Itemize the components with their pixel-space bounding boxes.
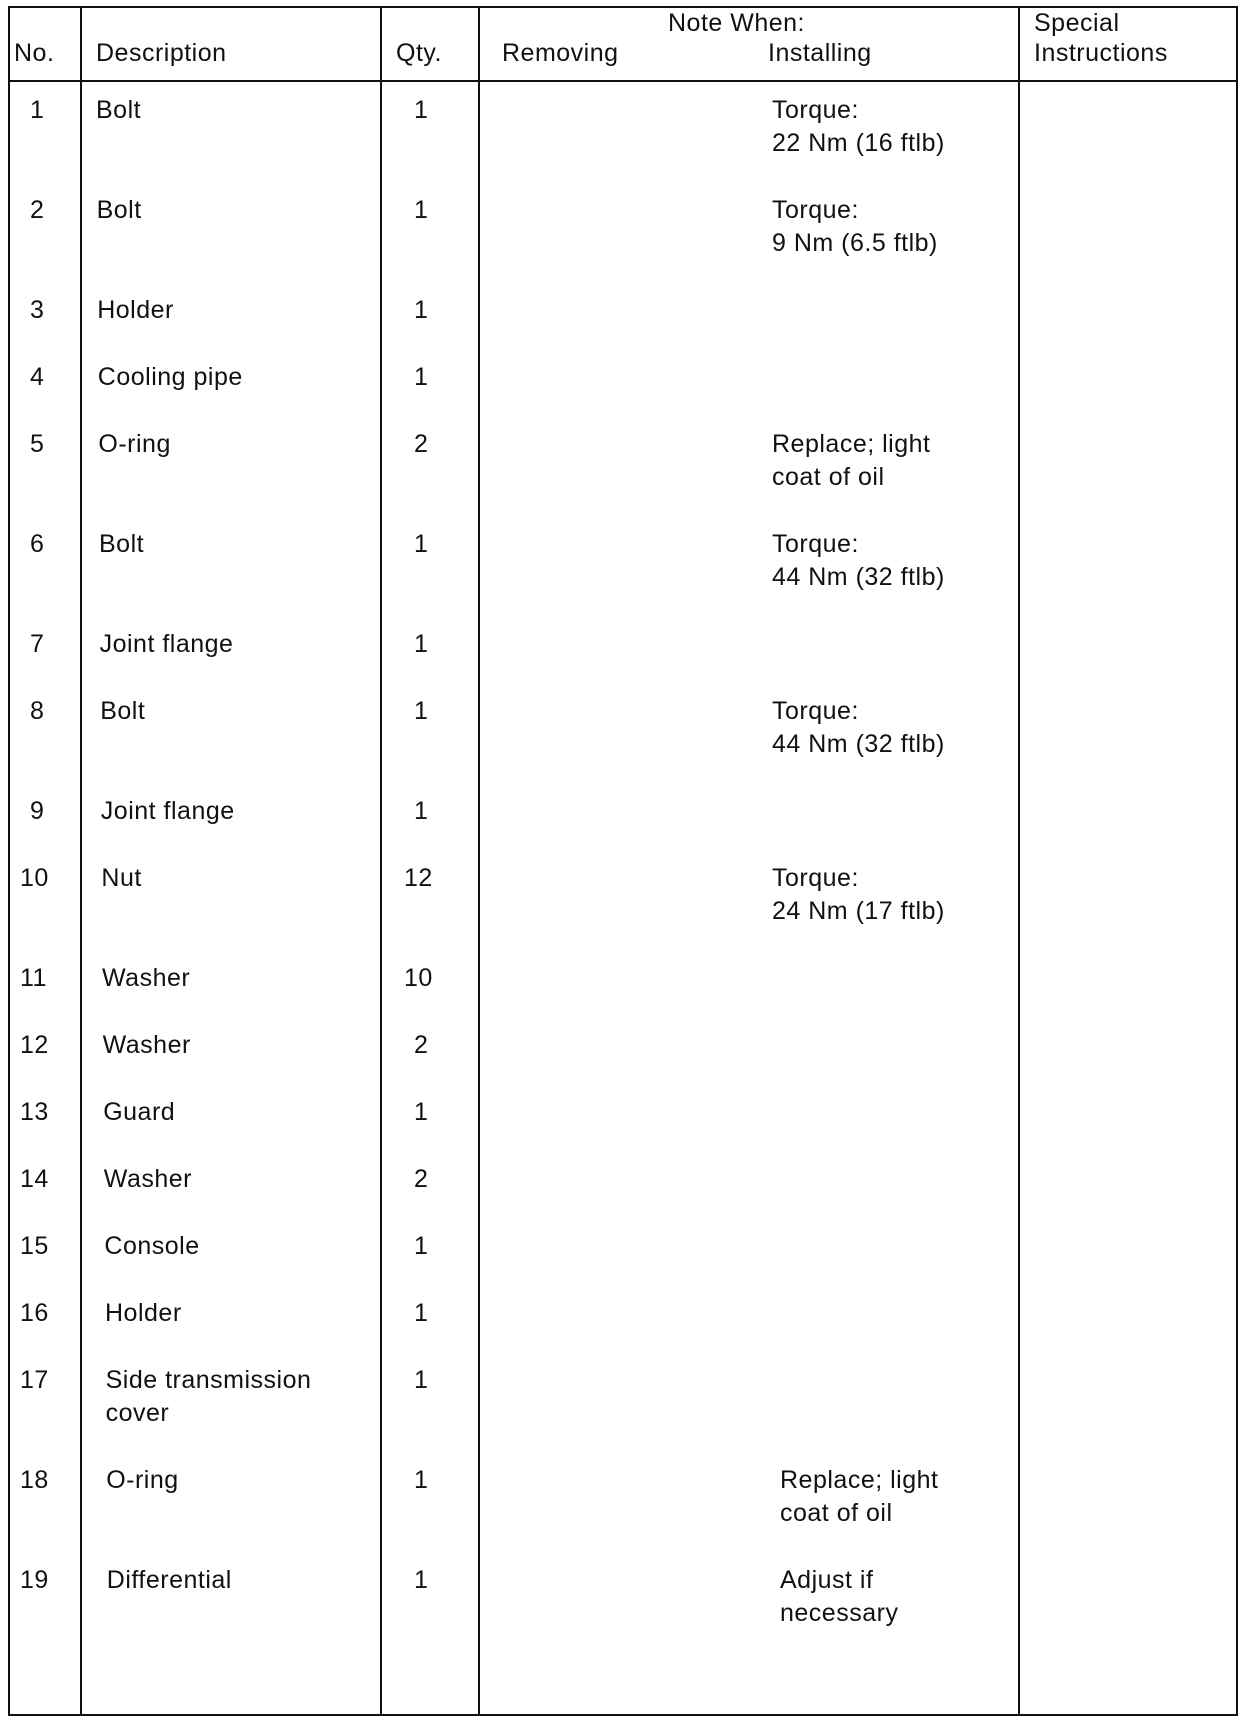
- row-installing-note: Adjust if: [780, 1566, 874, 1594]
- row-number: 19: [20, 1566, 49, 1594]
- row-description: Differential: [106, 1566, 232, 1594]
- row-installing-note: Torque:: [772, 864, 859, 892]
- header-note-when: Note When:: [668, 9, 806, 37]
- row-installing-note: 22 Nm (16 ftlb): [772, 129, 945, 157]
- col-divider-qty: [478, 6, 480, 1716]
- row-installing-note: 44 Nm (32 ftlb): [772, 563, 945, 591]
- row-description: Joint flange: [99, 630, 234, 658]
- row-description: Bolt: [96, 96, 142, 124]
- row-description: Bolt: [96, 196, 142, 224]
- row-description: Holder: [97, 296, 174, 324]
- row-installing-note: Replace; light: [780, 1466, 939, 1494]
- row-qty: 1: [414, 697, 429, 725]
- row-description: Guard: [103, 1098, 176, 1126]
- row-qty: 1: [414, 296, 429, 324]
- row-description: O-ring: [98, 430, 171, 458]
- row-qty: 2: [414, 1031, 429, 1059]
- row-installing-note: Torque:: [772, 530, 859, 558]
- row-number: 14: [20, 1165, 49, 1193]
- row-number: 4: [30, 363, 45, 391]
- row-description: Cooling pipe: [97, 363, 243, 391]
- row-qty: 1: [414, 797, 429, 825]
- row-number: 6: [30, 530, 45, 558]
- row-qty: 1: [414, 96, 429, 124]
- row-qty: 10: [404, 964, 433, 992]
- row-description: Holder: [105, 1299, 182, 1327]
- row-number: 9: [30, 797, 45, 825]
- row-description: Bolt: [99, 530, 145, 558]
- row-number: 12: [20, 1031, 49, 1059]
- row-qty: 2: [414, 430, 429, 458]
- row-qty: 1: [414, 363, 429, 391]
- col-divider-no: [80, 6, 82, 1716]
- row-number: 11: [20, 964, 47, 992]
- row-number: 3: [30, 296, 45, 324]
- header-qty: Qty.: [396, 39, 442, 67]
- row-number: 7: [30, 630, 45, 658]
- row-installing-note: coat of oil: [772, 463, 885, 491]
- row-qty: 1: [414, 530, 429, 558]
- row-number: 1: [30, 96, 45, 124]
- row-description: Washer: [102, 964, 191, 992]
- row-number: 8: [30, 697, 45, 725]
- row-number: 17: [20, 1366, 49, 1394]
- col-divider-note: [1018, 6, 1020, 1716]
- row-number: 16: [20, 1299, 49, 1327]
- row-qty: 1: [414, 1366, 429, 1394]
- row-number: 13: [20, 1098, 49, 1126]
- row-installing-note: coat of oil: [780, 1499, 893, 1527]
- row-description: O-ring: [106, 1466, 179, 1494]
- row-description: Side transmission: [105, 1366, 312, 1394]
- header-removing: Removing: [502, 39, 619, 67]
- row-qty: 2: [414, 1165, 429, 1193]
- header-special-line2: Instructions: [1034, 39, 1168, 67]
- row-qty: 1: [414, 1232, 429, 1260]
- row-number: 15: [20, 1232, 49, 1260]
- row-description: Washer: [103, 1165, 193, 1193]
- row-qty: 1: [414, 630, 429, 658]
- header-no: No.: [14, 39, 55, 67]
- row-number: 18: [20, 1466, 49, 1494]
- row-description: cover: [105, 1399, 170, 1427]
- row-installing-note: Torque:: [772, 196, 859, 224]
- parts-table: [8, 6, 1238, 1716]
- row-installing-note: 9 Nm (6.5 ftlb): [772, 229, 938, 257]
- header-installing: Installing: [768, 39, 872, 67]
- row-description: Nut: [101, 864, 142, 892]
- row-number: 10: [20, 864, 49, 892]
- row-installing-note: 24 Nm (17 ftlb): [772, 897, 945, 925]
- row-installing-note: Replace; light: [772, 430, 931, 458]
- row-number: 2: [30, 196, 45, 224]
- row-installing-note: Torque:: [772, 96, 859, 124]
- row-description: Joint flange: [100, 797, 235, 825]
- row-description: Washer: [102, 1031, 191, 1059]
- row-qty: 1: [414, 1566, 429, 1594]
- row-qty: 1: [414, 1466, 429, 1494]
- row-number: 5: [30, 430, 45, 458]
- row-description: Bolt: [100, 697, 146, 725]
- row-qty: 1: [414, 1299, 429, 1327]
- row-qty: 1: [414, 196, 429, 224]
- row-qty: 12: [404, 864, 433, 892]
- row-installing-note: Torque:: [772, 697, 859, 725]
- header-divider: [8, 80, 1238, 82]
- row-description: Console: [104, 1232, 200, 1260]
- table-border: [8, 6, 1238, 1716]
- col-divider-description: [380, 6, 382, 1716]
- row-installing-note: 44 Nm (32 ftlb): [772, 730, 945, 758]
- header-description: Description: [96, 39, 227, 67]
- row-installing-note: necessary: [780, 1599, 899, 1627]
- header-special-line1: Special: [1034, 9, 1120, 37]
- row-qty: 1: [414, 1098, 429, 1126]
